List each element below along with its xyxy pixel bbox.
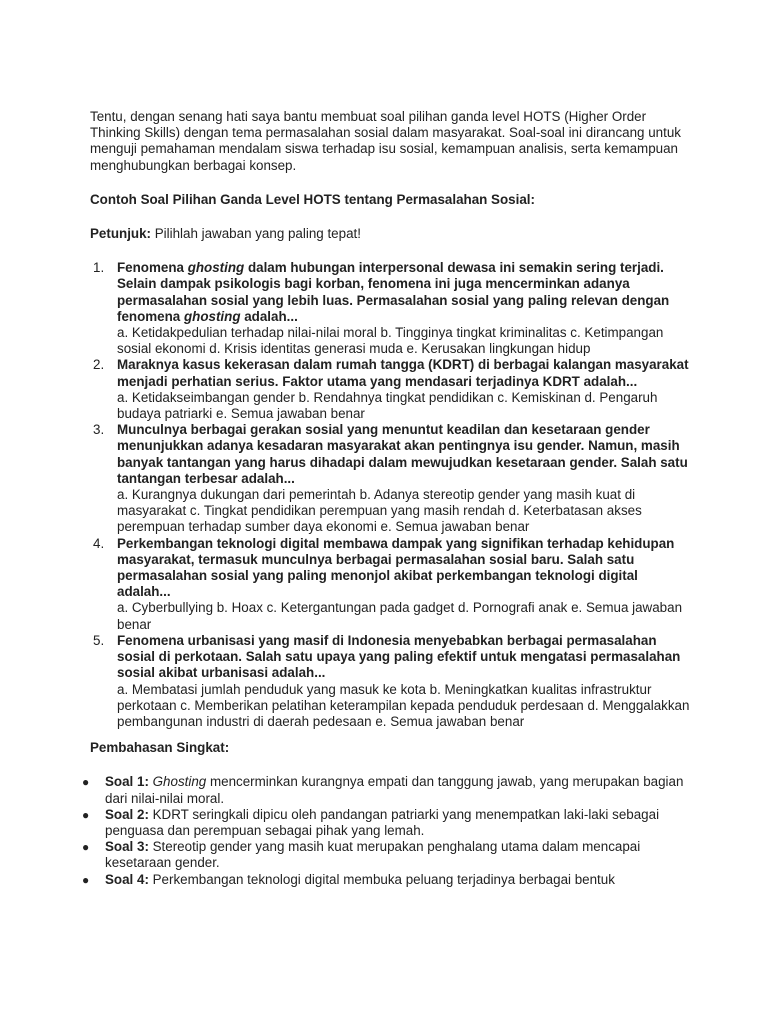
question-options: a. Membatasi jumlah penduduk yang masuk ke kota b. Meningkatkan kualitas infrastruktur perkotaan c. Memberikan pelatihan keterampilan kepada penduduk perdesaan d. Menggalakkan pembangunan industri di daerah pedesaan e. Semua jawaban benar <box>117 681 690 729</box>
bullet-icon: ● <box>82 840 90 855</box>
bullet-icon: ● <box>82 807 90 822</box>
document-page <box>82 109 690 888</box>
discussion-text: KDRT seringkali dipicu oleh pandangan patriarki yang menempatkan laki-laki sebagai penguasa dan perempuan sebagai pihak yang lemah. <box>105 806 660 838</box>
discussion-item <box>82 807 690 839</box>
question-options: a. Ketidakseimbangan gender b. Rendahnya tingkat pendidikan c. Kemiskinan d. Pengaruh budaya patriarki e. Semua jawaban benar <box>117 389 658 422</box>
question-number: 5. <box>93 632 105 648</box>
instruction-text: Pilihlah jawaban yang paling tepat! <box>151 226 361 242</box>
question-text: Munculnya berbagai gerakan sosial yang menuntut keadilan dan kesetaraan gender menunjukkan adanya kesadaran masyarakat akan pentingnya isu gender. Namun, masih banyak tantangan yang harus dihadapi dalam mewujudkan kesetaraan gender. Salah satu tantangan terbesar adalah... <box>117 422 688 486</box>
bullet-icon: ● <box>82 872 90 887</box>
question-number: 1. <box>93 260 105 276</box>
intro-paragraph: Tentu, dengan senang hati saya bantu membuat soal pilihan ganda level HOTS (Higher Order Thinking Skills) dengan tema permasalahan sosial dalam masyarakat. Soal-soal ini dirancang untuk menguji pemahaman mendalam siswa terhadap isu sosial, kemampuan analisis, serta kemampuan menghubungkan berbagai konsep. <box>90 109 681 173</box>
question-text-part: dalam hubungan interpersonal dewasa ini semakin sering terjadi. Selain dampak psikologis bagi korban, fenomena ini juga mencerminkan adanya permasalahan sosial yang lebih luas. Permasalahan sosial yang paling relevan dengan fenomena <box>117 260 670 324</box>
discussion-text: Perkembangan teknologi digital membuka peluang terjadinya berbagai bentuk <box>148 871 615 887</box>
question-text-italic: ghosting <box>187 260 245 276</box>
bullet-icon: ● <box>82 775 90 790</box>
discussion-text: Stereotip gender yang masih kuat merupakan penghalang utama dalam mencapai kesetaraan gender. <box>105 839 641 871</box>
question-text-part: Fenomena <box>117 260 188 276</box>
instruction-paragraph <box>90 226 690 242</box>
discussion-item <box>82 774 690 806</box>
question-number: 2. <box>93 357 105 373</box>
question-item <box>90 422 690 535</box>
question-number: 4. <box>93 535 105 551</box>
question-text-italic: ghosting <box>183 308 241 324</box>
question-item <box>90 536 690 633</box>
question-options: a. Cyberbullying b. Hoax c. Ketergantungan pada gadget d. Pornografi anak e. Semua jawaban benar <box>117 600 683 632</box>
question-text: Maraknya kasus kekerasan dalam rumah tangga (KDRT) di berbagai kalangan masyarakat menjadi perhatian serius. Faktor utama yang mendasari terjadinya KDRT adalah... <box>117 357 689 389</box>
question-text: Perkembangan teknologi digital membawa dampak yang signifikan terhadap kehidupan masyarakat, termasuk munculnya berbagai permasalahan sosial baru. Salah satu permasalahan sosial yang paling menonjol akibat perkembangan teknologi digital adalah... <box>117 535 675 600</box>
instruction-label: Petunjuk: <box>90 226 152 242</box>
question-text-part: adalah... <box>240 308 298 324</box>
question-item <box>90 357 690 422</box>
question-list <box>90 260 690 730</box>
discussion-label: Soal 1: <box>105 774 149 790</box>
question-text <box>117 260 690 325</box>
discussion-text: mencerminkan kurangnya empati dan tanggung jawab, yang merupakan bagian dari nilai-nilai moral. <box>105 774 684 806</box>
question-options: a. Ketidakpedulian terhadap nilai-nilai moral b. Tingginya tingkat kriminalitas c. Ketimpangan sosial ekonomi d. Krisis identitas generasi muda e. Kerusakan lingkungan hidup <box>117 325 664 357</box>
question-item <box>90 260 690 357</box>
discussion-label: Soal 2: <box>105 806 149 822</box>
discussion-item <box>82 839 690 871</box>
question-number: 3. <box>93 422 105 438</box>
discussion-item <box>82 872 690 888</box>
question-item <box>90 633 690 730</box>
question-text: Fenomena urbanisasi yang masif di Indonesia menyebabkan berbagai permasalahan sosial di perkotaan. Salah satu upaya yang paling efektif untuk mengatasi permasalahan sosial akibat urbanisasi adalah... <box>117 632 681 681</box>
discussion-heading: Pembahasan Singkat: <box>90 740 230 756</box>
discussion-label: Soal 4: <box>105 871 149 887</box>
discussion-label: Soal 3: <box>105 839 149 855</box>
section-heading: Contoh Soal Pilihan Ganda Level HOTS tentang Permasalahan Sosial: <box>90 191 535 207</box>
discussion-italic: Ghosting <box>152 774 207 790</box>
question-options: a. Kurangnya dukungan dari pemerintah b. Adanya stereotip gender yang masih kuat di masyarakat c. Tingkat pendidikan perempuan yang masih rendah d. Keterbatasan akses perempuan terhadap sumber daya ekonomi e. Semua jawaban benar <box>117 487 642 535</box>
discussion-list <box>82 774 690 887</box>
